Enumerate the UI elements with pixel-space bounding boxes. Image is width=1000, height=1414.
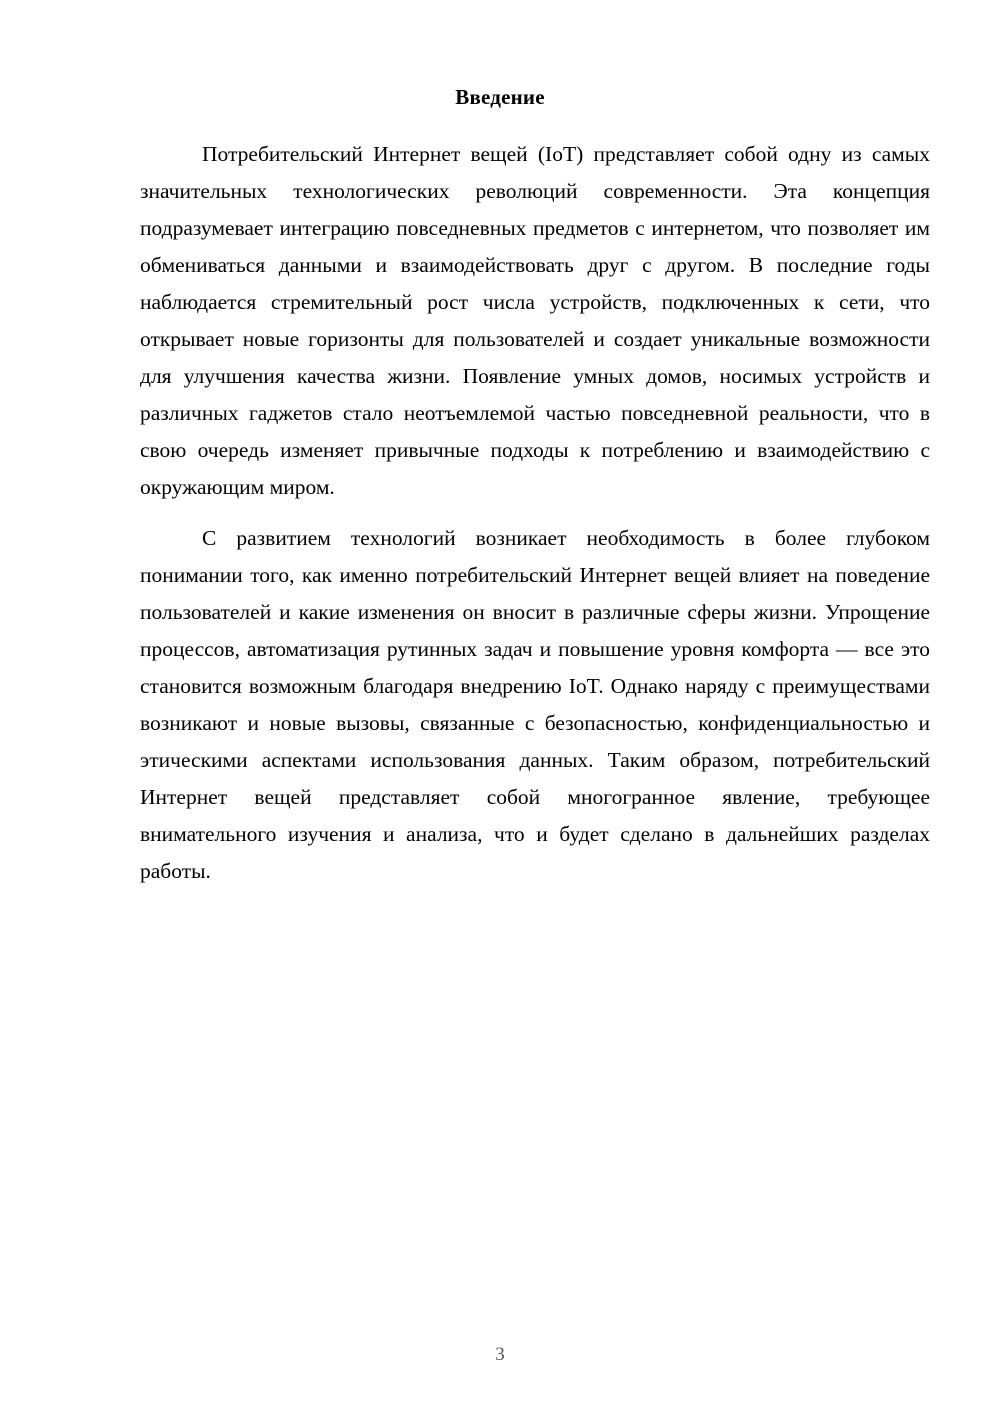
page-number: 3 <box>495 1344 505 1365</box>
page-title: Введение <box>455 85 545 109</box>
paragraph-2: С развитием технологий возникает необходимость в более глубоком понимании того, как именно потребительский Интернет вещей влияет на поведение пользователей и какие изменения он вносит в различные сферы жизни. Упрощение процессов, автоматизация рутинных задач и повышение уровня комфорта — все это становится возможным благодаря внедрению IoT. Однако наряду с преимуществами возникают и новые вызовы, связанные с безопасностью, конфиденциальностью и этическими аспектами использования данных. Таким образом, потребительский Интернет вещей представляет собой многогранное явление, требующее внимательного изучения и анализа, что и будет сделано в дальнейших разделах работы. <box>140 526 930 884</box>
paragraph-1: Потребительский Интернет вещей (IoT) представляет собой одну из самых значительных технологических революций современности. Эта концепция подразумевает интеграцию повседневных предметов с интернетом, что позволяет им обмениваться данными и взаимодействовать друг с другом. В последние годы наблюдается стремительный рост числа устройств, подключенных к сети, что открывает новые горизонты для пользователей и создает уникальные возможности для улучшения качества жизни. Появление умных домов, носимых устройств и различных гаджетов стало неотъемлемой частью повседневной реальности, что в свою очередь изменяет привычные подходы к потреблению и взаимодействию с окружающим миром. <box>140 142 930 500</box>
